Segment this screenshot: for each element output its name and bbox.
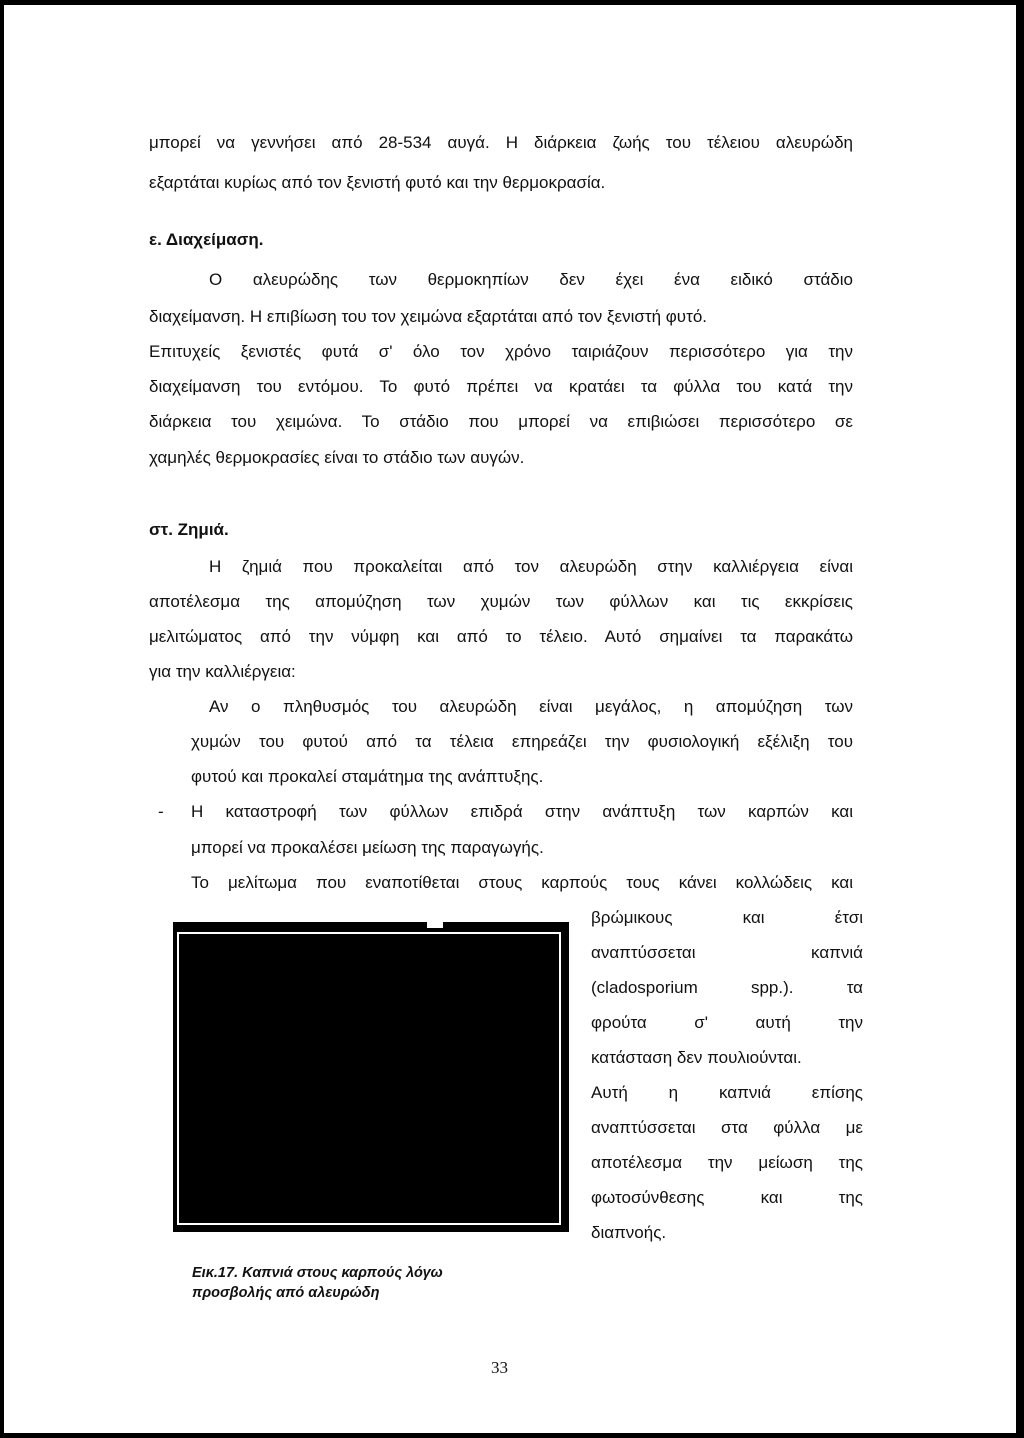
side-text-line: διαπνοής. (591, 1223, 667, 1242)
photo-frame-gap (427, 922, 443, 928)
side-text-line: φωτοσύνθεσης και της (591, 1188, 863, 1207)
photo-inner-frame (177, 932, 561, 1225)
side-text-line: αποτέλεσμα την μείωση της (591, 1153, 863, 1172)
side-text-line: (cladosporium spp.). τα (591, 978, 863, 997)
page-number: 33 (491, 1358, 508, 1377)
section-heading-zimia: στ. Ζημιά. (149, 520, 229, 539)
bullet-line: μπορεί να προκαλέσει μείωση της παραγωγής. (191, 838, 544, 857)
paragraph-line: για την καλλιέργεια: (149, 662, 296, 681)
bullet-line: χυμών του φυτού από τα τέλεια επηρεάζει την φυσιολογική εξέλιξη του (191, 732, 853, 751)
paragraph-line: χαμηλές θερμοκρασίες είναι το στάδιο των αυγών. (149, 448, 525, 467)
side-text-line: αναπτύσσεται στα φύλλα με (591, 1118, 863, 1137)
side-text-line: φρούτα σ' αυτή την (591, 1013, 863, 1032)
paragraph-line: Επιτυχείς ξενιστές φυτά σ' όλο τον χρόνο ταιριάζουν περισσότερο για την (149, 342, 853, 361)
bullet-line: Το μελίτωμα που εναποτίθεται στους καρπούς τους κάνει κολλώδεις και (191, 873, 853, 892)
paragraph-line: εξαρτάται κυρίως από τον ξενιστή φυτό και την θερμοκρασία. (149, 173, 606, 192)
side-text-line: Αυτή η καπνιά επίσης (591, 1083, 863, 1102)
paragraph-line: μελιτώματος από την νύμφη και από το τέλειο. Αυτό σημαίνει τα παρακάτω (149, 627, 853, 646)
bullet-line: Η καταστροφή των φύλλων επιδρά στην ανάπτυξη των καρπών και (191, 802, 853, 821)
figure-caption: Εικ.17. Καπνιά στους καρπούς λόγω (192, 1265, 443, 1281)
paragraph-line: Ο αλευρώδης των θερμοκηπίων δεν έχει ένα ειδικό στάδιο (209, 270, 853, 289)
bullet-line: φυτού και προκαλεί σταμάτημα της ανάπτυξης. (191, 767, 544, 786)
figure-caption: προσβολής από αλευρώδη (192, 1285, 380, 1301)
side-text-line: αναπτύσσεται καπνιά (591, 943, 863, 962)
paragraph-line: διαχείμανση. Η επιβίωση του τον χειμώνα εξαρτάται από τον ξενιστή φυτό. (149, 307, 707, 326)
bullet-line: Αν ο πληθυσμός του αλευρώδη είναι μεγάλος, η απομύζηση των (209, 697, 853, 716)
side-text-line: βρώμικους και έτσι (591, 908, 863, 927)
paragraph-line: διαχείμανση του εντόμου. Το φυτό πρέπει να κρατάει τα φύλλα του κατά την (149, 377, 853, 396)
section-heading-diaxeimasi: ε. Διαχείμαση. (149, 230, 264, 249)
paragraph-line: αποτέλεσμα της απομύζηση των χυμών των φύλλων και τις εκκρίσεις (149, 592, 853, 611)
side-text-line: κατάσταση δεν πουλιούνται. (591, 1048, 802, 1067)
paragraph-line: Η ζημιά που προκαλείται από τον αλευρώδη στην καλλιέργεια είναι (209, 557, 853, 576)
paragraph-line: διάρκεια του χειμώνα. Το στάδιο που μπορεί να επιβιώσει περισσότερο σε (149, 412, 853, 431)
bullet-marker: - (158, 802, 164, 821)
paragraph-line: μπορεί να γεννήσει από 28-534 αυγά. Η διάρκεια ζωής του τέλειου αλευρώδη (149, 133, 853, 152)
